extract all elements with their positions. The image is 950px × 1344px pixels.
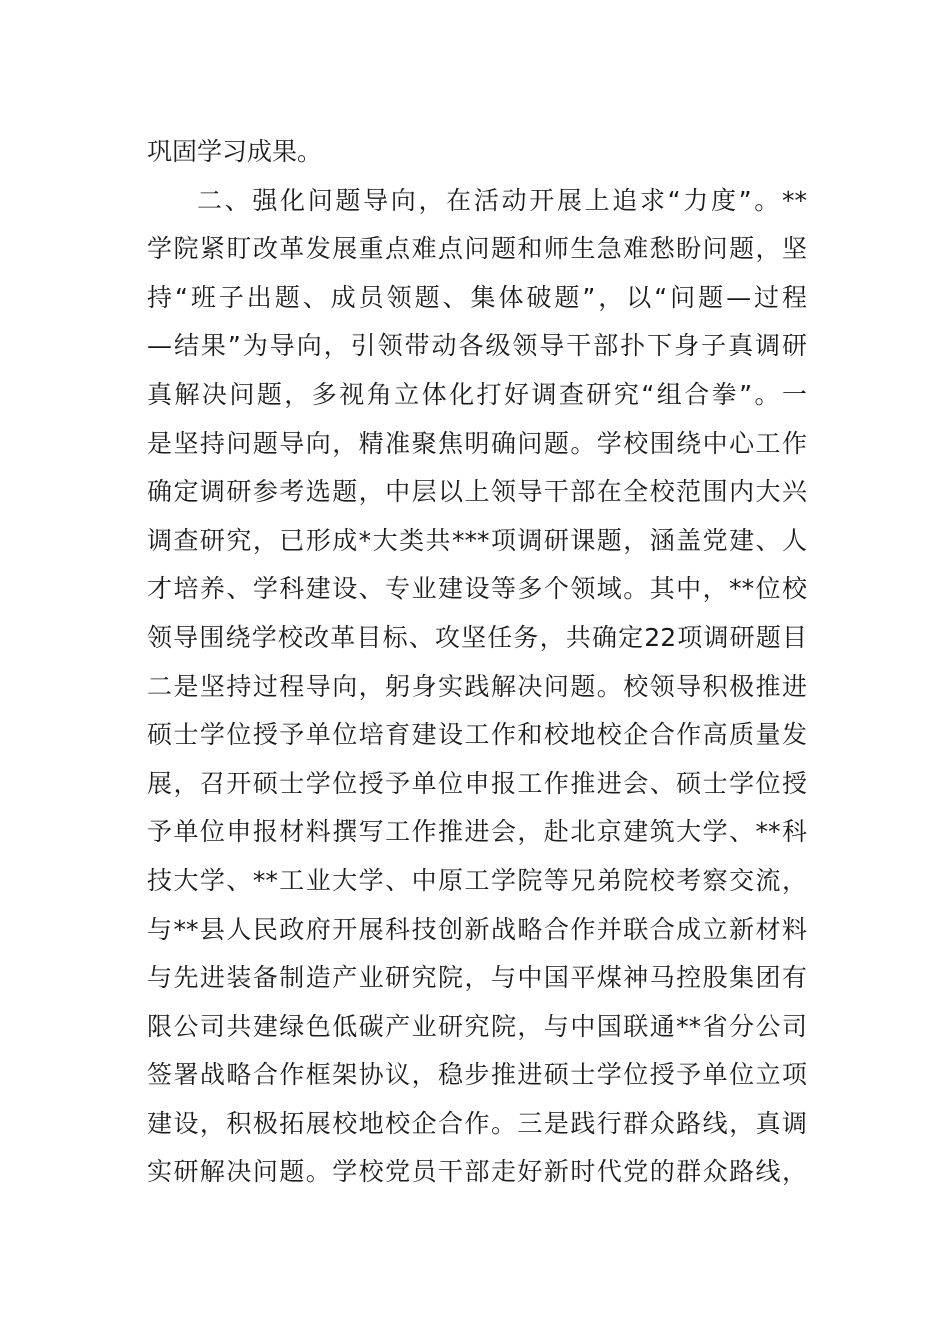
text-line: 展，召开硕士学位授予单位申报工作推进会、硕士学位授: [147, 768, 807, 798]
text-line: 二是坚持过程导向，躬身实践解决问题。校领导积极推进: [147, 671, 807, 701]
text-line: 予单位申报材料撰写工作推进会，赴北京建筑大学、**科: [147, 817, 807, 847]
text-line: 实研解决问题。学校党员干部走好新时代党的群众路线，: [147, 1157, 807, 1187]
text-line: 真解决问题，多视角立体化打好调查研究“组合拳”。一: [147, 379, 807, 409]
text-line: 领导围绕学校改革目标、攻坚任务，共确定22项调研题目: [147, 622, 807, 652]
text-line: 硕士学位授予单位培育建设工作和校地校企合作高质量发: [147, 720, 807, 750]
text-line: 限公司共建绿色低碳产业研究院，与中国联通**省分公司: [147, 1011, 807, 1041]
body-text: [147, 128, 807, 1197]
text-line: 技大学、**工业大学、中原工学院等兄弟院校考察交流，: [147, 865, 807, 895]
text-line: 调查研究，已形成*大类共***项调研课题，涵盖党建、人: [147, 525, 807, 555]
text-line: 学院紧盯改革发展重点难点问题和师生急难愁盼问题，坚: [147, 234, 807, 264]
text-line: 与**县人民政府开展科技创新战略合作并联合成立新材料: [147, 914, 807, 944]
text-line: —结果”为导向，引领带动各级领导干部扑下身子真调研: [147, 331, 807, 361]
text-line: 签署战略合作框架协议，稳步推进硕士学位授予单位立项: [147, 1060, 807, 1090]
text-line: 巩固学习成果。: [147, 137, 323, 166]
text-line: 是坚持问题导向，精准聚焦明确问题。学校围绕中心工作: [147, 428, 807, 458]
text-line: 与先进装备制造产业研究院，与中国平煤神马控股集团有: [147, 963, 807, 993]
text-line: 才培养、学科建设、专业建设等多个领域。其中，**位校: [147, 574, 807, 604]
text-line: 建设，积极拓展校地校企合作。三是践行群众路线，真调: [147, 1108, 807, 1138]
text-line: 确定调研参考选题，中层以上领导干部在全校范围内大兴: [147, 477, 807, 507]
text-line: 二、强化问题导向，在活动开展上追求“力度”。**: [197, 185, 807, 215]
text-line: 持“班子出题、成员领题、集体破题”，以“问题—过程: [147, 282, 807, 312]
